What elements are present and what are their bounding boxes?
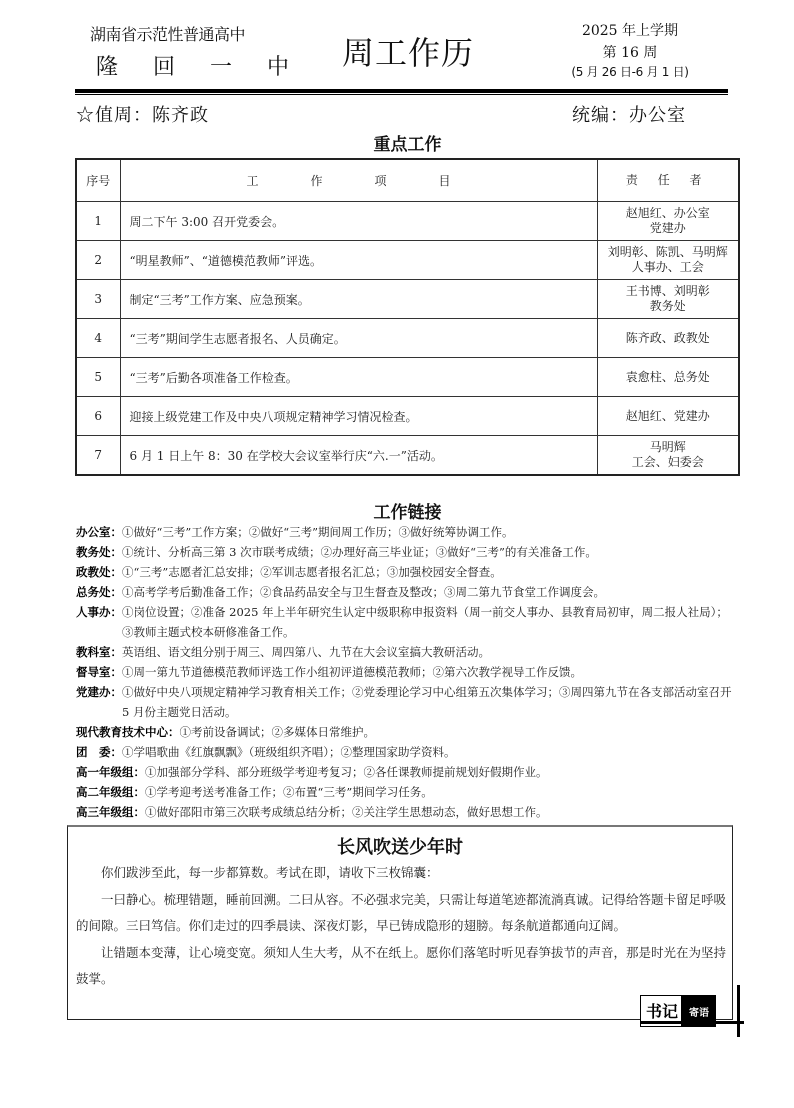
table-row — [76, 358, 739, 397]
school-name-line2: 隆 回 一 中 — [96, 55, 303, 80]
row-owner — [597, 241, 739, 280]
work-link-department: 高三年级组： — [76, 805, 145, 819]
work-link-department: 高二年级组： — [76, 785, 145, 799]
work-link-item — [76, 522, 736, 542]
row-item: 制定“三考”工作方案、应急预案。 — [120, 280, 597, 319]
row-owner — [597, 202, 739, 241]
work-link-text: ①加强部分学科、部分班级学考迎考复习；②各任课教师提前规划好假期作业。 — [145, 765, 548, 779]
work-link-text: ①周一第九节道德模范教师评选工作小组初评道德模范教师；②第六次教学视导工作反馈。 — [122, 665, 582, 679]
date-range: (5 月 26 日-6 月 1 日) — [571, 65, 689, 79]
row-item: 周二下午 3:00 召开党委会。 — [120, 202, 597, 241]
message-paragraph: 一曰静心。梳理错题，睡前回溯。二曰从容。不必强求完美，只需让每道笔迹都流淌真诚。记得给答题卡留足呼吸的间隙。三曰笃信。你们走过的四季晨读、深夜灯影，早已铸成隐形的翅膀。每条航道都通向辽阔。 — [76, 891, 727, 933]
work-links-title: 工作链接 — [373, 503, 442, 523]
row-owner-line1: 袁愈柱、总务处 — [625, 369, 710, 384]
table-row — [76, 241, 739, 280]
work-link-department: 人事办： — [76, 605, 122, 619]
column-header-owner: 责 任 者 — [597, 159, 739, 202]
badge-horizontal-line — [640, 1021, 744, 1024]
work-link-text: ①做好邵阳市第三次联考成绩总结分析；②关注学生思想动态，做好思想工作。 — [145, 805, 548, 819]
work-link-department: 现代教育技术中心： — [76, 725, 180, 739]
work-link-text: ①岗位设置；②准备 2025 年上半年研究生认定中级职称申报资料（周一前交人事办、县教育局初审，周二报人社局）；③教师主题式校本研修准备工作。 — [122, 605, 728, 639]
key-work-table — [75, 158, 740, 476]
row-owner-line1: 王书博、刘明彰 — [625, 284, 710, 298]
table-row — [76, 397, 739, 436]
work-link-item — [76, 642, 736, 662]
work-link-item — [76, 542, 736, 562]
table-row — [76, 202, 739, 241]
header-divider-thick — [75, 89, 728, 93]
row-owner — [597, 358, 739, 397]
key-work-title: 重点工作 — [373, 135, 442, 155]
row-number: 4 — [76, 319, 120, 358]
row-owner — [597, 280, 739, 319]
work-link-department: 高一年级组： — [76, 765, 145, 779]
badge-vertical-line — [737, 985, 740, 1037]
work-link-item — [76, 662, 736, 682]
work-link-item — [76, 742, 736, 762]
work-link-department: 总务处： — [76, 585, 122, 599]
row-item: “明星教师”、“道德模范教师”评选。 — [120, 241, 597, 280]
table-row — [76, 436, 739, 476]
message-body — [76, 860, 726, 993]
work-link-department: 党建办： — [76, 685, 122, 699]
work-link-item — [76, 802, 736, 822]
row-number: 5 — [76, 358, 120, 397]
message-paragraph: 你们跋涉至此，每一步都算数。考试在即，请收下三枚锦囊： — [101, 865, 439, 880]
table-row — [76, 319, 739, 358]
row-number: 1 — [76, 202, 120, 241]
work-link-item — [76, 602, 736, 642]
row-owner — [597, 397, 739, 436]
badge-sub-text: 寄语 — [681, 996, 715, 1026]
row-owner — [597, 319, 739, 358]
row-number: 7 — [76, 436, 120, 476]
work-link-department: 团 委： — [76, 745, 122, 759]
row-owner-line1: 赵旭红、党建办 — [625, 408, 710, 423]
page-title: 周工作历 — [342, 34, 475, 72]
work-link-item — [76, 582, 736, 602]
work-link-item — [76, 722, 736, 742]
work-link-text: ①高考学考后勤准备工作；②食品药品安全与卫生督查及整改；③周二第九节食堂工作调度会。 — [122, 585, 605, 599]
message-paragraph: 让错题本变薄，让心境变宽。须知人生大考，从不在纸上。愿你们落笔时听见春笋拔节的声音，那是时光在为坚持鼓掌。 — [76, 944, 727, 986]
row-owner-line1: 赵旭红、办公室 — [625, 206, 710, 220]
badge-main-text: 书记 — [646, 1002, 679, 1021]
work-link-department: 教务处： — [76, 545, 122, 559]
work-link-text: 英语组、语文组分别于周三、周四第八、九节在大会议室搞大教研活动。 — [122, 645, 490, 659]
work-link-text: ①“三考”志愿者汇总安排；②军训志愿者报名汇总；③加强校园安全督查。 — [122, 565, 502, 579]
work-link-text: ①考前设备调试；②多媒体日常维护。 — [179, 725, 375, 739]
header-divider-thin — [75, 94, 728, 95]
row-number: 2 — [76, 241, 120, 280]
row-item: “三考”期间学生志愿者报名、人员确定。 — [120, 319, 597, 358]
work-link-item — [76, 682, 736, 722]
row-owner-line2: 党建办 — [649, 221, 686, 235]
row-number: 3 — [76, 280, 120, 319]
row-item: 6 月 1 日上午 8：30 在学校大会议室举行庆“六.一”活动。 — [120, 436, 597, 476]
row-owner-line1: 陈齐政、政教处 — [625, 330, 710, 345]
work-link-department: 办公室： — [76, 525, 122, 539]
message-title: 长风吹送少年时 — [337, 837, 463, 858]
work-link-department: 督导室： — [76, 665, 122, 679]
row-number: 6 — [76, 397, 120, 436]
row-owner-line1: 刘明彰、陈凯、马明辉 — [607, 245, 728, 259]
work-link-text: ①做好“三考”工作方案；②做好“三考”期间周工作历；③做好统筹协调工作。 — [122, 525, 514, 539]
row-owner — [597, 436, 739, 476]
work-link-department: 教科室： — [76, 645, 122, 659]
row-owner-line2: 工会、妇委会 — [631, 455, 704, 469]
table-row — [76, 280, 739, 319]
work-link-item — [76, 562, 736, 582]
work-link-text: ①统计、分析高三第 3 次市联考成绩；②办理好高三毕业证；③做好“三考”的有关准备工作。 — [122, 545, 597, 559]
row-owner-line2: 教务处 — [649, 299, 686, 313]
work-link-text: ①学唱歌曲《红旗飘飘》（班级组织齐唱）；②整理国家助学资料。 — [122, 745, 456, 759]
row-owner-line2: 人事办、工会 — [631, 260, 704, 274]
term-label: 2025 年上学期 — [581, 23, 679, 39]
work-link-text: ①学考迎考送考准备工作；②布置“三考”期间学习任务。 — [145, 785, 433, 799]
duty-person: ☆值周：陈齐政 — [76, 105, 209, 126]
row-item: “三考”后勤各项准备工作检查。 — [120, 358, 597, 397]
column-header-no: 序号 — [76, 159, 120, 202]
table-header-row — [76, 159, 739, 202]
row-owner-line1: 马明辉 — [649, 440, 686, 454]
week-label: 第 16 周 — [602, 45, 658, 61]
work-link-text: ①做好中央八项规定精神学习教育相关工作；②党委理论学习中心组第五次集体学习；③周四第九节在各支部活动室召开 5 月份主题党日活动。 — [122, 685, 732, 719]
column-header-item: 工 作 项 目 — [120, 159, 597, 202]
row-item: 迎接上级党建工作及中央八项规定精神学习情况检查。 — [120, 397, 597, 436]
school-name-line1: 湖南省示范性普通高中 — [90, 25, 246, 44]
editor-label: 统编：办公室 — [572, 105, 686, 126]
work-link-item — [76, 762, 736, 782]
work-link-department: 政教处： — [76, 565, 122, 579]
work-links-list — [76, 522, 736, 822]
work-link-item — [76, 782, 736, 802]
